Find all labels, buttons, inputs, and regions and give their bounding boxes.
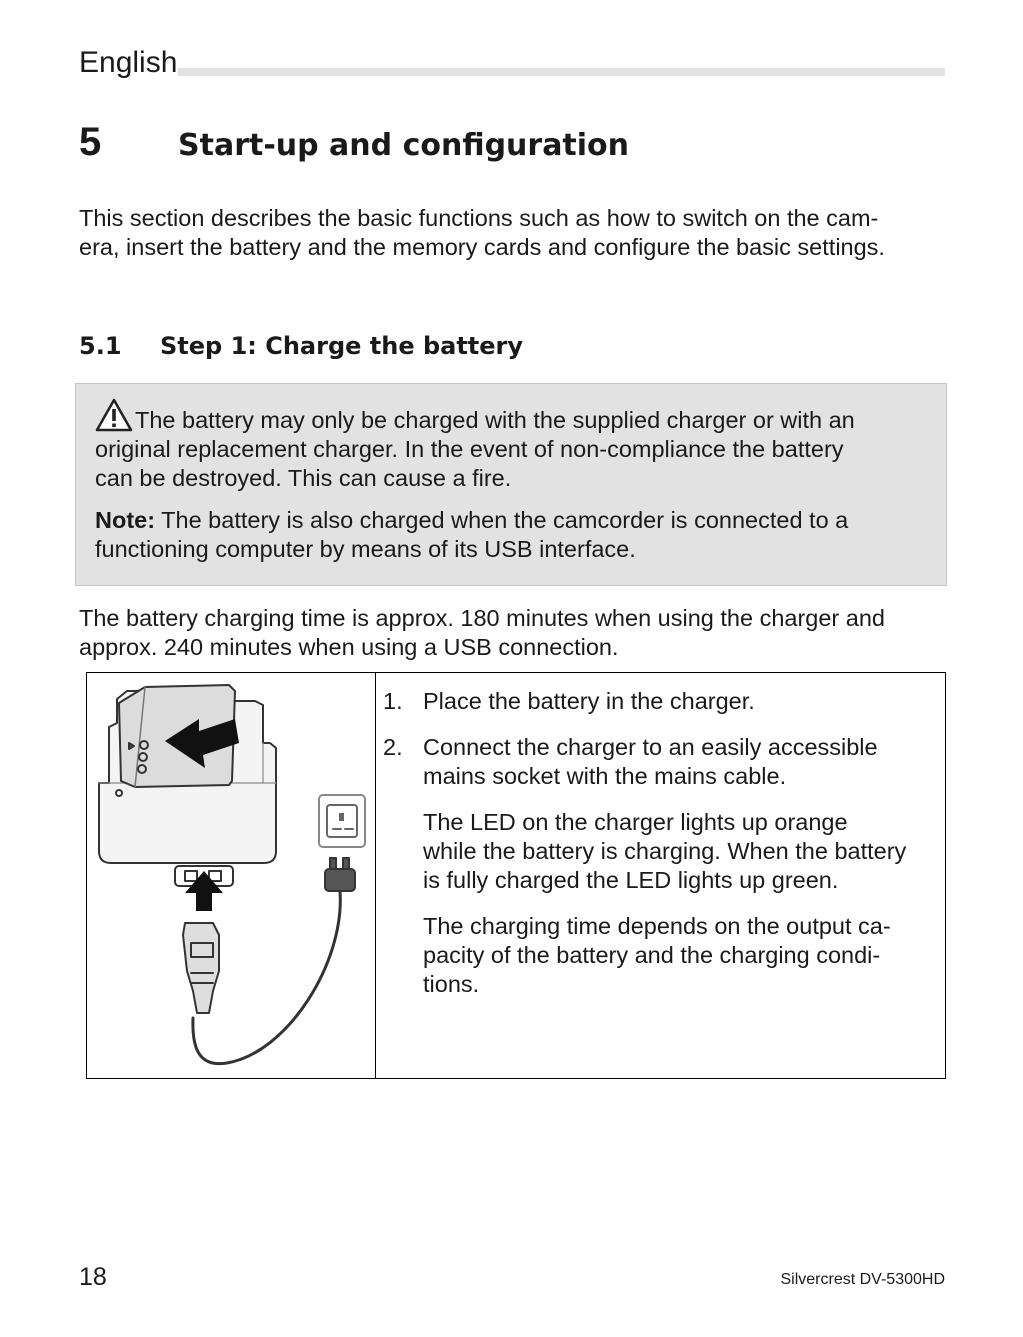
step-text: Place the battery in the charger. <box>423 688 755 714</box>
warning-line: The battery may only be charged with the supplied charger or with an <box>135 407 855 433</box>
language-label: English <box>79 46 178 79</box>
step-item <box>383 687 943 716</box>
led-paragraph <box>383 808 943 895</box>
warning-box <box>75 383 947 586</box>
mains-plug <box>325 869 355 891</box>
led-line: is fully charged the LED lights up green. <box>423 867 839 893</box>
steps-table <box>86 672 946 1079</box>
section-title: Step 1: Charge the battery <box>160 332 524 360</box>
section-number: 5.1 <box>79 332 122 360</box>
step-text: mains socket with the mains cable. <box>423 763 787 789</box>
charger-illustration <box>87 673 375 1078</box>
time-line: pacity of the battery and the charging condi- <box>423 942 881 968</box>
page-number: 18 <box>79 1263 107 1291</box>
step-number: 2. <box>383 734 403 760</box>
warning-line: can be destroyed. This can cause a fire. <box>95 465 512 491</box>
intro-line: This section describes the basic functions such as how to switch on the cam- <box>79 205 879 231</box>
note-line: functioning computer by means of its USB interface. <box>95 536 636 562</box>
warning-text <box>95 398 928 493</box>
steps-text-cell <box>383 687 943 1016</box>
chapter-number: 5 <box>79 120 102 164</box>
charger-illustration-cell <box>87 673 376 1078</box>
intro-paragraph <box>79 204 949 262</box>
charging-time-paragraph <box>79 604 949 662</box>
footer-model-name: Silvercrest DV-5300HD <box>780 1271 945 1288</box>
warning-triangle-icon <box>95 398 133 432</box>
time-line: tions. <box>423 971 480 997</box>
led-line: while the battery is charging. When the battery <box>423 838 907 864</box>
led-line: The LED on the charger lights up orange <box>423 809 848 835</box>
charging-time-note <box>383 912 943 999</box>
appliance-connector <box>183 923 219 1013</box>
time-line: The charging time depends on the output ca- <box>423 913 891 939</box>
intro-line: era, insert the battery and the memory cards and configure the basic settings. <box>79 234 885 260</box>
note-text <box>95 506 928 564</box>
charging-line: approx. 240 minutes when using a USB connection. <box>79 634 619 660</box>
step-text: Connect the charger to an easily accessible <box>423 734 878 760</box>
step-number: 1. <box>383 688 403 714</box>
chapter-title: Start-up and configuration <box>178 128 630 163</box>
note-line: The battery is also charged when the camcorder is connected to a <box>155 507 849 533</box>
step-item <box>383 733 943 791</box>
charging-line: The battery charging time is approx. 180 minutes when using the charger and <box>79 605 885 631</box>
note-label: Note: <box>95 507 156 533</box>
warning-line: original replacement charger. In the event of non-compliance the battery <box>95 436 844 462</box>
header-rule <box>178 68 945 76</box>
